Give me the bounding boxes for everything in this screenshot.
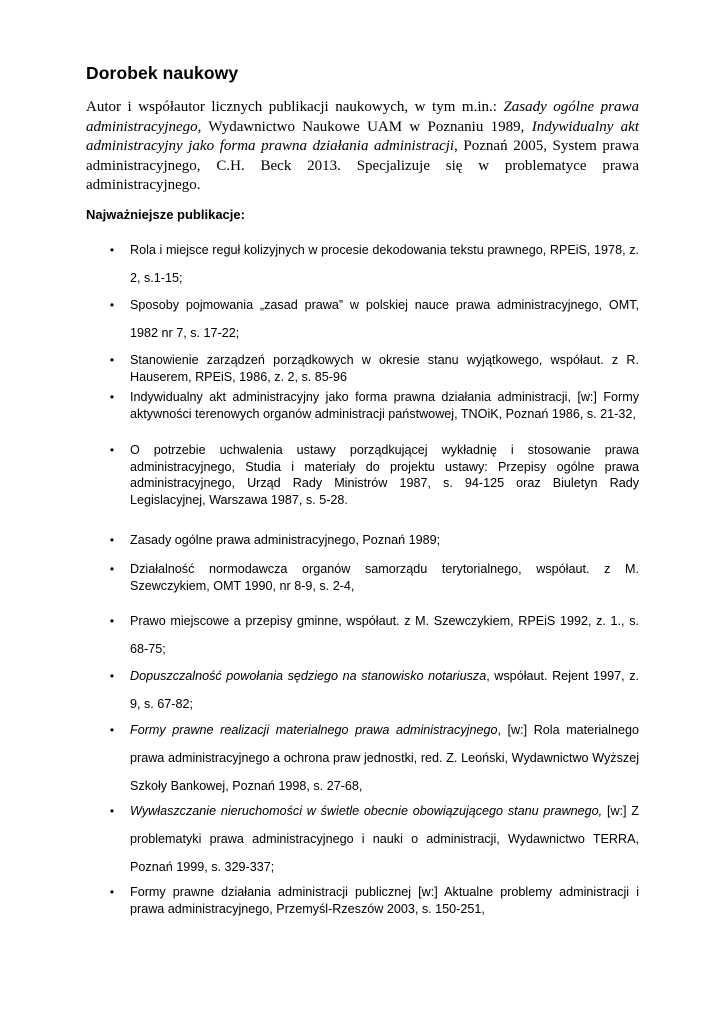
publication-item	[109, 236, 639, 292]
intro-text-1: Autor i współautor licznych publikacji naukowych, w tym m.in.:	[86, 99, 504, 115]
publication-text: [w:] Z problematyki prawa administracyjnego i nauki o administracji, Wydawnictwo TERRA, Poznań 1999, s. 329-337;	[130, 804, 639, 874]
bullet-icon: •	[109, 353, 115, 367]
bullet-icon: •	[109, 669, 115, 683]
publication-item	[109, 662, 639, 718]
intro-paragraph	[86, 98, 639, 196]
bullet-icon: •	[109, 723, 115, 737]
intro-italic-title-1: Zasady ogólne prawa administracyjnego	[86, 99, 639, 135]
publication-item	[109, 797, 639, 881]
publications-heading: Najważniejsze publikacje:	[86, 207, 245, 222]
publication-text: Działalność normodawcza organów samorządu terytorialnego, współaut. z M. Szewczykiem, OMT 1990, nr 8-9, s. 2-4,	[130, 562, 639, 593]
publication-text: Sposoby pojmowania „zasad prawa” w polskiej nauce prawa administracyjnego, OMT, 1982 nr 7, s. 17-22;	[130, 298, 639, 340]
publication-item	[109, 532, 639, 549]
publication-text: Formy prawne działania administracji publicznej [w:] Aktualne problemy administracji i prawa administracyjnego, Przemyśl-Rzeszów 2003, s. 150-251,	[130, 885, 639, 916]
bullet-icon: •	[109, 804, 115, 818]
publication-title: Formy prawne realizacji materialnego prawa administracyjnego	[130, 723, 498, 737]
publication-item	[109, 352, 639, 385]
publication-text: Stanowienie zarządzeń porządkowych w okresie stanu wyjątkowego, współaut. z R. Hauserem, RPEiS, 1986, z. 2, s. 85-96	[130, 353, 639, 384]
bullet-icon: •	[109, 298, 115, 312]
bullet-icon: •	[109, 562, 115, 576]
publication-item	[109, 607, 639, 663]
intro-italic-title-2: Indywidualny akt administracyjny jako forma prawna działania administracji,	[86, 118, 639, 155]
intro-text-3: Poznań 2005, System prawa administracyjnego, C.H. Beck 2013. Specjalizuje się w problematyce prawa administracyjnego.	[86, 138, 639, 194]
bullet-icon: •	[109, 614, 115, 628]
publication-item	[109, 716, 639, 800]
publication-text: Indywidualny akt administracyjny jako forma prawna działania administracji, [w:] Formy aktywności terenowych organów administracji państwowej, TNOiK, Poznań 1986, s. 21-32,	[130, 390, 639, 421]
publication-item	[109, 561, 639, 594]
publication-text: , [w:] Rola materialnego prawa administracyjnego a ochrona praw jednostki, red. Z. Leoński, Wydawnictwo Wyższej Szkoły Bankowej, Poznań 1998, s. 27-68,	[130, 723, 639, 793]
publication-text: Prawo miejscowe a przepisy gminne, współaut. z M. Szewczykiem, RPEiS 1992, z. 1., s. 68-75;	[130, 614, 639, 656]
bullet-icon: •	[109, 533, 115, 547]
publication-item	[109, 442, 639, 508]
publication-item	[109, 389, 639, 422]
publication-text: O potrzebie uchwalenia ustawy porządkującej wykładnię i stosowanie prawa administracyjnego, Studia i materiały do projektu ustawy: Przepisy ogólne prawa administracyjnego, Urząd Rady Ministrów 1987, s. 94-125 oraz Biuletyn Rady Legislacyjnej, Warszawa 1987, s. 5-28.	[130, 443, 639, 507]
intro-text-2: , Wydawnictwo Naukowe UAM w Poznaniu 1989,	[197, 118, 532, 135]
publication-text: Zasady ogólne prawa administracyjnego, Poznań 1989;	[130, 533, 441, 547]
page-title: Dorobek naukowy	[86, 63, 239, 83]
publication-item	[109, 291, 639, 347]
publication-text: , współaut. Rejent 1997, z. 9, s. 67-82;	[130, 669, 639, 711]
publication-item	[109, 884, 639, 917]
publication-text: Rola i miejsce reguł kolizyjnych w procesie dekodowania tekstu prawnego, RPEiS, 1978, z. 2, s.1-15;	[130, 243, 639, 285]
bullet-icon: •	[109, 885, 115, 899]
publication-title: Wywłaszczanie nieruchomości w świetle obecnie obowiązującego stanu prawnego,	[130, 804, 603, 818]
bullet-icon: •	[109, 390, 115, 404]
bullet-icon: •	[109, 243, 115, 257]
bullet-icon: •	[109, 443, 115, 457]
publication-title: Dopuszczalność powołania sędziego na stanowisko notariusza	[130, 669, 487, 683]
